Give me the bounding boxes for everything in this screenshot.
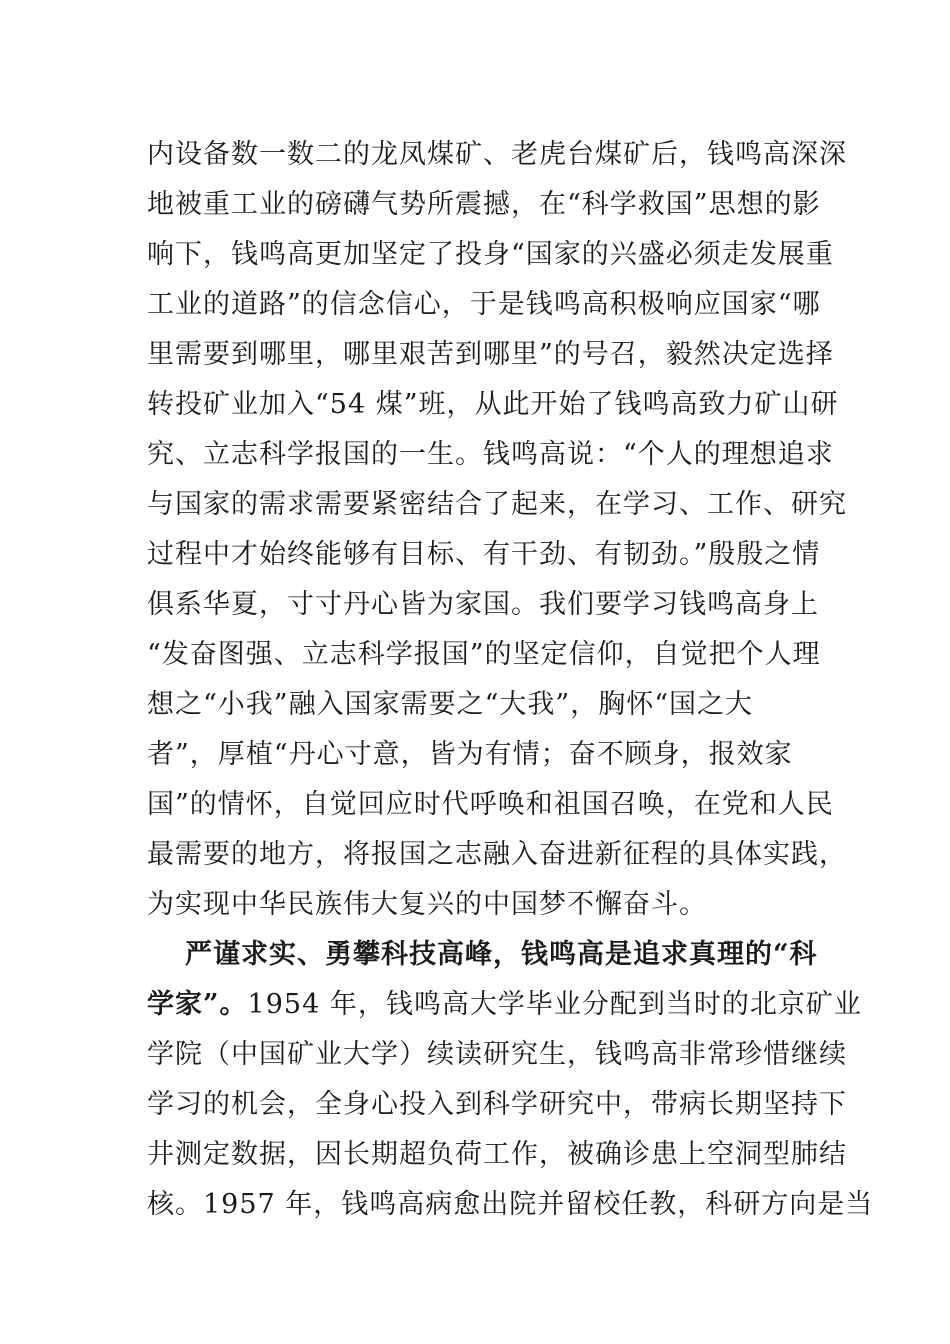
text-line: 学习的机会，全身心投入到科学研究中，带病长期坚持下 <box>147 1089 847 1120</box>
text-line-rest: 1954 年，钱鸣高大学毕业分配到当时的北京矿业 <box>247 989 862 1020</box>
text-line: 俱系华夏，寸寸丹心皆为家国。我们要学习钱鸣高身上 <box>147 589 819 620</box>
paragraph-1 <box>147 130 847 930</box>
text-line: 最需要的地方，将报国之志融入奋进新征程的具体实践， <box>147 839 847 870</box>
text-line: 想之“小我”融入国家需要之“大我”，胸怀“国之大 <box>147 689 754 720</box>
text-line: 为实现中华民族伟大复兴的中国梦不懈奋斗。 <box>147 889 707 920</box>
text-line <box>147 980 862 1030</box>
body-text <box>147 130 874 1230</box>
text-line: 井测定数据，因长期超负荷工作，被确诊患上空洞型肺结 <box>147 1139 847 1170</box>
text-line: 过程中才始终能够有目标、有干劲、有韧劲。”殷殷之情 <box>147 539 821 570</box>
text-line: 内设备数一数二的龙凤煤矿、老虎台煤矿后，钱鸣高深深 <box>147 139 847 170</box>
paragraph-2 <box>147 930 874 1230</box>
text-line: 工业的道路”的信念信心，于是钱鸣高积极响应国家“哪 <box>147 289 821 320</box>
text-line: 响下，钱鸣高更加坚定了投身“国家的兴盛必须走发展重 <box>147 239 834 270</box>
paragraph-heading-end: 学家”。 <box>147 989 248 1020</box>
paragraph-heading: 严谨求实、勇攀科技高峰，钱鸣高是追求真理的“科 <box>185 939 818 970</box>
text-line: 地被重工业的磅礴气势所震撼，在“科学救国”思想的影 <box>147 189 821 220</box>
text-line: 者”，厚植“丹心寸意，皆为有情；奋不顾身，报效家 <box>147 739 793 770</box>
text-line: 核。1957 年，钱鸣高病愈出院并留校任教，科研方向是当 <box>147 1189 874 1220</box>
text-line: 里需要到哪里，哪里艰苦到哪里”的号召，毅然决定选择 <box>147 339 834 370</box>
text-line: 学院（中国矿业大学）续读研究生，钱鸣高非常珍惜继续 <box>147 1039 847 1070</box>
text-line: 与国家的需求需要紧密结合了起来，在学习、工作、研究 <box>147 489 847 520</box>
text-line: “发奋图强、立志科学报国”的坚定信仰，自觉把个人理 <box>147 639 821 670</box>
text-line: 究、立志科学报国的一生。钱鸣高说：“个人的理想追求 <box>147 439 834 470</box>
text-line: 转投矿业加入“54 煤”班，从此开始了钱鸣高致力矿山研 <box>147 389 839 420</box>
text-line: 国”的情怀，自觉回应时代呼唤和祖国召唤，在党和人民 <box>147 789 834 820</box>
